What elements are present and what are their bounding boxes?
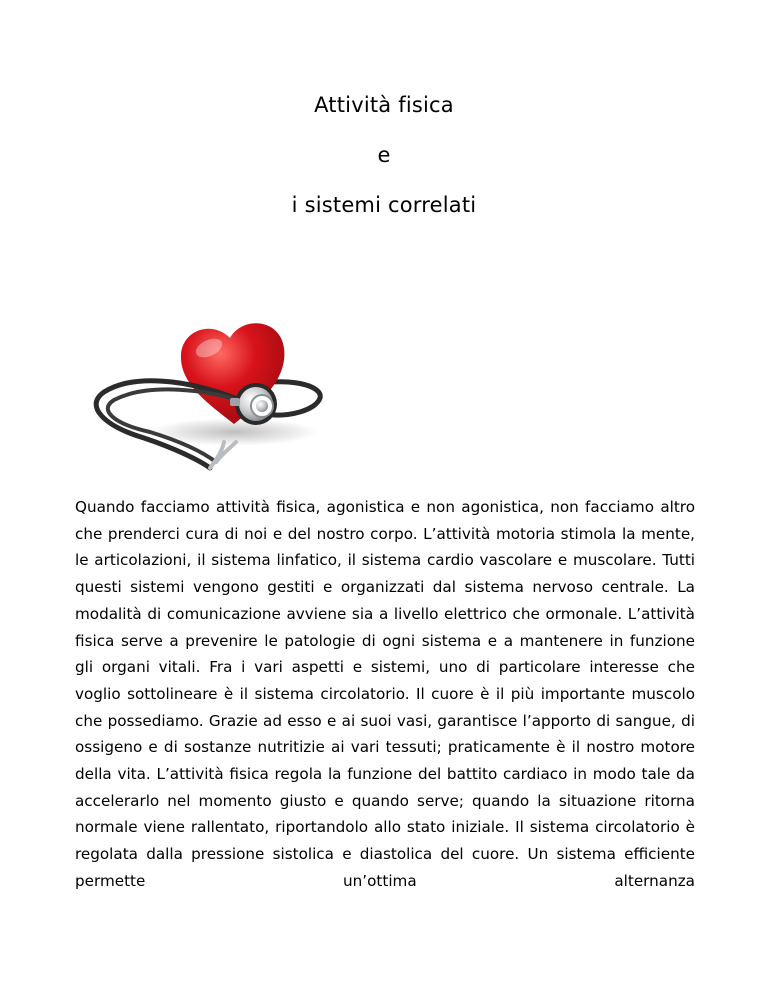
title-line-1: Attività fisica — [314, 93, 454, 117]
body-paragraph: Quando facciamo attività fisica, agonistica e non agonistica, non facciamo altro che prenderci cura di noi e del nostro corpo. L’attività motoria stimola la mente, le articolazioni, il sistema linfatico, il sistema cardio vascolare e muscolare. Tutti questi sistemi vengono gestiti e organizzati dal sistema nervoso centrale. La modalità di comunicazione avviene sia a livello elettrico che ormonale. L’attività fisica serve a prevenire le patologie di ogni sistema e a mantenere in funzione gli organi vitali. Fra i vari aspetti e sistemi, uno di particolare interesse che voglio sottolineare è il sistema circolatorio. Il cuore è il più importante muscolo che possediamo. Grazie ad esso e ai suoi vasi, garantisce l’apporto di sangue, di ossigeno e di sostanze nutritizie ai vari tessuti; praticamente è il nostro motore della vita. L’attività fisica regola la funzione del battito cardiaco in modo tale da accelerarlo nel momento giusto e quando serve; quando la situazione ritorna normale viene rallentato, riportandolo allo stato iniziale. Il sistema circolatorio è regolata dalla pressione sistolica e diastolica del cuore. Un sistema efficiente permette un’ottima alternanza — [75, 498, 695, 890]
body-paragraph-container — [75, 494, 695, 895]
title-line-2: e — [377, 143, 391, 167]
heart-stethoscope-illustration — [84, 292, 332, 476]
heart-stethoscope-icon — [84, 292, 332, 476]
title-line-3: i sistemi correlati — [291, 193, 477, 217]
